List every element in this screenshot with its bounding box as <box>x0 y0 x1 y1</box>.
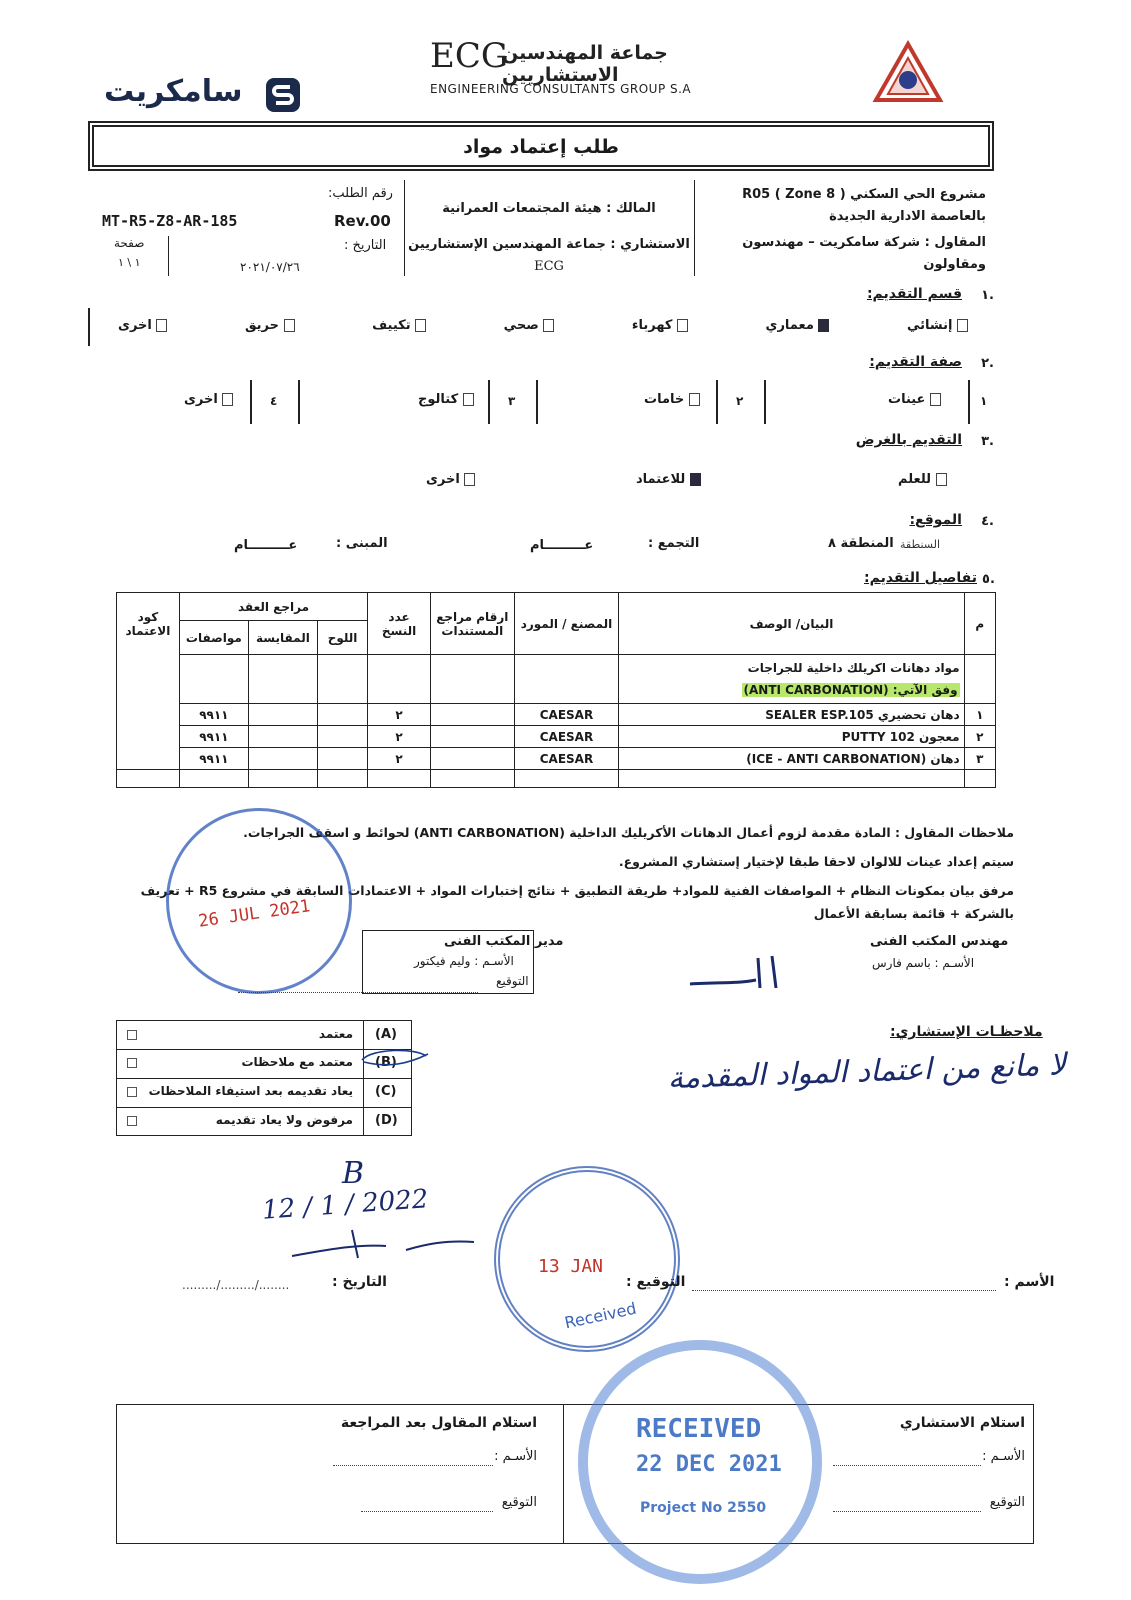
row-specs: ٩٩١١ <box>179 726 248 748</box>
complex-label: التجمع : <box>648 536 700 551</box>
intro-cell <box>619 655 964 704</box>
receipt-box <box>116 1404 1034 1544</box>
owner-consultant <box>408 198 690 278</box>
contractor-receipt-title: استلام المقاول بعد المراجعة <box>340 1415 537 1431</box>
option-c-label: يعاد تقديمه بعد استيفاء الملاحظات <box>148 1084 353 1098</box>
tech-office-stamp <box>166 808 352 994</box>
consultant-receipt-sign-label: التوقيع <box>989 1495 1025 1510</box>
details-table-wrap <box>116 592 996 788</box>
bottom-signature-label: التوقيع : <box>626 1274 686 1290</box>
checkbox-structural[interactable]: إنشائي <box>907 318 968 333</box>
checkbox-other-type[interactable]: اخرى <box>184 392 233 407</box>
title-bar <box>88 121 994 171</box>
th-drawings: اللوح <box>317 621 367 655</box>
details-table <box>116 592 996 788</box>
row-mfr: CAESAR <box>514 726 619 748</box>
option-b-code: (B) <box>375 1055 397 1070</box>
section-2-num: ٢. <box>981 356 994 371</box>
tech-engineer-name: الأسـم : باسم فارس <box>872 956 975 970</box>
consultant-name: الاستشاري : جماعة المهندسين الإستشاريين <box>408 237 690 252</box>
owner-name: المالك : هيئة المجتمعات العمرانية <box>442 201 656 216</box>
consultant-receipt-name-label: الأسـم : <box>982 1449 1025 1464</box>
materials-num: ٢ <box>736 394 744 408</box>
row-desc: دهان (ICE - ANTI CARBONATION) <box>619 748 964 770</box>
rev-number: Rev.00 <box>334 212 391 230</box>
project-number: Project No 2550 <box>640 1500 767 1516</box>
bottom-date-dots: ........./........./........ <box>182 1278 290 1292</box>
project-info <box>696 184 986 276</box>
option-d-checkbox[interactable] <box>127 1116 137 1126</box>
zone-prefix: السنطقة <box>900 538 941 551</box>
notes-line-2: سيتم إعداد عينات للالوان لاحقا طبقا لإختيار إستشاري المشروع. <box>618 854 1014 869</box>
th-m: م <box>964 593 995 655</box>
request-no-label: رقم الطلب: <box>328 186 393 201</box>
bottom-name-label: الأسم : <box>1004 1274 1055 1290</box>
ecg-english-name: ENGINEERING CONSULTANTS GROUP S.A <box>430 82 692 96</box>
row-specs: ٩٩١١ <box>179 748 248 770</box>
section-2 <box>88 350 994 430</box>
section-4-title: الموقع: <box>909 512 962 528</box>
checkbox-fire[interactable]: حريق <box>245 318 295 333</box>
option-c-checkbox[interactable] <box>127 1087 137 1097</box>
th-approval-code: كود الاعتماد <box>117 593 180 655</box>
handwritten-date: 12 / 1 / 2022 <box>261 1184 430 1226</box>
other-num: ٤ <box>270 394 278 408</box>
building-label: المبنى : <box>336 536 388 551</box>
date-value: ٢٠٢١/٠٧/٢٦ <box>240 260 300 274</box>
option-d-label: مرفوض ولا يعاد تقديمه <box>215 1113 353 1127</box>
contractor-name-line2: ومقاولون <box>923 257 986 272</box>
row-copies: ٢ <box>368 704 431 726</box>
section-5-num: ٥. <box>982 572 995 587</box>
request-code: MT-R5-Z8-AR-185 <box>102 212 238 230</box>
row-specs: ٩٩١١ <box>179 704 248 726</box>
ecg-arabic-name: جماعة المهندسين الاستشاريين <box>502 42 668 86</box>
row-num: ٢ <box>964 726 995 748</box>
samcrete-logo-text: سامكريت <box>104 74 243 109</box>
project-name: مشروع الحي السكني R05 ( Zone 8 ) <box>742 187 986 202</box>
notes-line-4: بالشركة + قائمة بسابقة الأعمال <box>813 906 1014 921</box>
samcrete-mark-icon <box>266 78 300 112</box>
zone-value: المنطقة ٨ <box>828 536 894 551</box>
checkbox-other-purpose[interactable]: اخرى <box>426 472 475 487</box>
info-row <box>88 180 994 280</box>
section-1-num: ١. <box>981 288 994 303</box>
intro-line2: وفق الآتي: (ANTI CARBONATION) <box>743 683 958 697</box>
tech-manager-title: مدير المكتب الفنى <box>444 934 564 949</box>
section-1-items <box>118 318 968 333</box>
received-stamp-text: Received <box>562 1298 638 1333</box>
option-b-checkbox[interactable] <box>127 1058 137 1068</box>
checkbox-samples[interactable]: عينات <box>888 392 941 407</box>
ecg-logo-block <box>430 36 720 106</box>
section-1 <box>88 284 994 354</box>
row-mfr: CAESAR <box>514 704 619 726</box>
th-contract-refs: مراجع العقد <box>179 593 367 621</box>
row-copies: ٢ <box>368 726 431 748</box>
ecg-logo: ECG <box>430 36 508 76</box>
section-5-title: تفاصيل التقديم: <box>864 570 977 586</box>
authority-logo-icon <box>872 40 944 106</box>
received-big-date: 22 DEC 2021 <box>636 1452 782 1477</box>
th-boq: المقايسة <box>248 621 317 655</box>
samcrete-logo <box>104 74 314 114</box>
row-num: ١ <box>964 704 995 726</box>
tech-engineer-signature-icon <box>686 954 796 994</box>
contractor-receipt-name-label: الأسـم : <box>494 1449 537 1464</box>
checkbox-info[interactable]: للعلم <box>898 472 947 487</box>
table-row <box>117 704 996 726</box>
checkbox-materials[interactable]: خامات <box>644 392 700 407</box>
contractor-receipt-sign-label: التوقيع <box>501 1495 537 1510</box>
page-label: صفحة <box>114 236 145 250</box>
section-3-num: ٣. <box>981 434 994 449</box>
approval-options <box>116 1020 412 1136</box>
consultant-name-line2: ECG <box>534 259 564 274</box>
row-desc: معجون PUTTY 102 <box>619 726 964 748</box>
row-num: ٣ <box>964 748 995 770</box>
project-name-line2: بالعاصمة الادارية الجديدة <box>829 209 986 224</box>
tech-manager-name: الأسـم : وليم فيكتور <box>414 954 514 968</box>
th-copies: عدد النسخ <box>368 593 431 655</box>
section-2-title: صفة التقديم: <box>869 354 962 370</box>
consultant-notes-handwritten: لا مانع من اعتماد المواد المقدمة <box>667 1047 1067 1097</box>
received-stamp-date: 13 JAN <box>538 1256 604 1277</box>
header <box>0 0 1131 120</box>
section-1-title: قسم التقديم: <box>866 286 962 302</box>
row-copies: ٢ <box>368 748 431 770</box>
handwritten-code: B <box>342 1156 365 1191</box>
section-3 <box>88 428 994 498</box>
option-c-code: (C) <box>375 1084 397 1099</box>
th-doc-refs: ارقام مراجع المستندات <box>430 593 514 655</box>
tech-engineer-title: مهندس المكتب الفنى <box>870 934 1009 949</box>
row-desc: دهان تحضيري SEALER ESP.105 <box>619 704 964 726</box>
page-title: طلب إعتماد مواد <box>463 136 619 158</box>
building-value: عـــــــــام <box>234 538 298 553</box>
consultant-receipt-title: استلام الاستشاري <box>899 1415 1025 1431</box>
date-label: التاريخ : <box>344 238 387 253</box>
consultant-notes-label: ملاحظـات الإستشاري: <box>890 1024 1043 1040</box>
catalog-num: ٣ <box>508 394 516 408</box>
tech-manager-signature-label: التوقيع <box>496 974 529 988</box>
checkbox-approval[interactable]: للاعتماد <box>636 472 701 487</box>
table-row <box>117 726 996 748</box>
option-d-code: (D) <box>375 1113 398 1128</box>
option-a-checkbox[interactable] <box>127 1030 137 1040</box>
contractor-name: المقاول : شركة سامكريت – مهندسون <box>742 235 986 250</box>
received-big-text: RECEIVED <box>636 1414 762 1444</box>
option-a-label: معتمد <box>318 1027 353 1041</box>
page-value: ١ \ ١ <box>118 256 141 269</box>
intro-line1: مواد دهانات اكريلك داخلية للجراجات <box>747 661 960 675</box>
section-4-num: ٤. <box>981 514 994 529</box>
section-4 <box>88 508 994 564</box>
section-3-title: التقديم بالغرض <box>855 432 962 448</box>
th-manufacturer: المصنع / المورد <box>514 593 619 655</box>
row-mfr: CAESAR <box>514 748 619 770</box>
option-b-label: معتمد مع ملاحظات <box>241 1055 353 1069</box>
option-b-circle-mark-icon <box>358 1046 430 1074</box>
table-row <box>117 748 996 770</box>
tech-office-stamp-date: 26 JUL 2021 <box>197 896 312 932</box>
notes-line-1: ملاحظات المقاول : المادة مقدمة لزوم أعمال الدهانات الأكريليك الداخلية (ANTI CARBONATION) لحوائط و اسقف الجراجات. <box>243 825 1014 840</box>
complex-value: عـــــــــام <box>530 538 594 553</box>
checkbox-electrical[interactable]: كهرباء <box>632 318 688 333</box>
option-a-code: (A) <box>375 1027 397 1042</box>
handwritten-signature-icon <box>286 1216 486 1266</box>
sample-num: ١ <box>980 394 988 408</box>
checkbox-hvac[interactable]: تكييف <box>372 318 426 333</box>
bottom-date-label: التاريخ : <box>332 1274 387 1290</box>
th-specs: مواصفات <box>179 621 248 655</box>
th-description: البيان/ الوصف <box>619 593 964 655</box>
checkbox-plumbing[interactable]: صحي <box>504 318 555 333</box>
checkbox-catalog[interactable]: كتالوج <box>418 392 474 407</box>
notes-line-3: مرفق بيان بمكونات النظام + المواصفات الفنية للمواد+ طريقة التطبيق + نتائج إختبارات المواد + الاعتمادات السابقة في مشروع R5 + تعريف <box>140 883 1014 898</box>
checkbox-other-dept[interactable]: اخرى <box>118 318 167 333</box>
checkbox-architectural[interactable]: معماري <box>766 318 830 333</box>
